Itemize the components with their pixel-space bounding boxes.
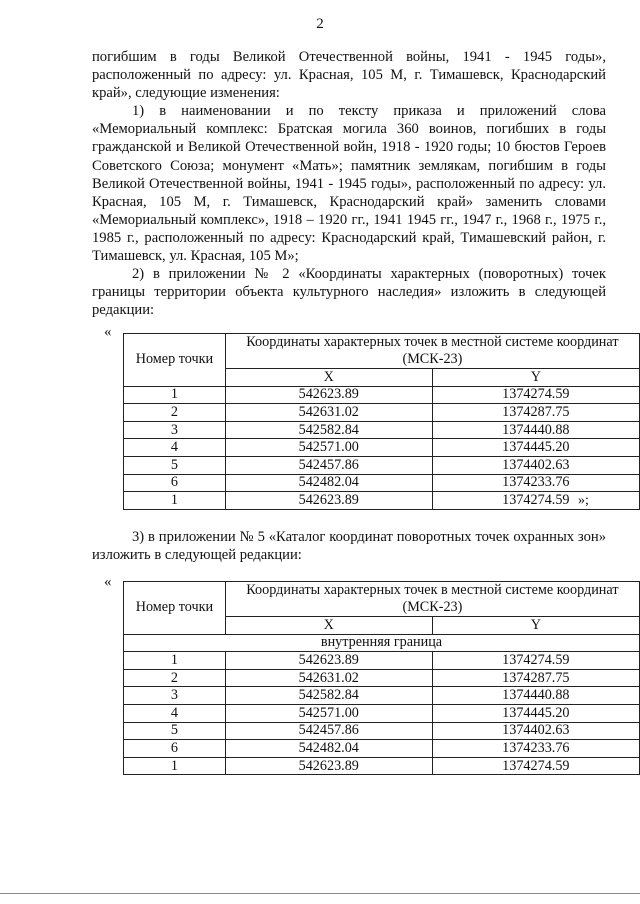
cell-point-number: 5	[124, 456, 226, 474]
page-number: 2	[316, 16, 324, 32]
header-coordinates: Координаты характерных точек в местной системе координат (МСК-23)	[225, 334, 639, 369]
header-x: X	[225, 369, 432, 387]
paragraph-item-2: 2) в приложении № 2 «Координаты характерных (поворотных) точек границы территории объекта культурного наследия» изложить в следующей редакции:	[92, 266, 606, 319]
table-row	[124, 740, 640, 758]
cell-y: 1374274.59	[432, 492, 639, 510]
header-point-number: Номер точки	[124, 334, 226, 387]
cell-y: 1374287.75	[432, 404, 639, 422]
close-quote-1: »;	[578, 493, 589, 508]
cell-point-number: 1	[124, 757, 226, 775]
cell-x: 542482.04	[225, 474, 432, 492]
cell-x: 542623.89	[225, 757, 432, 775]
paragraph-item-3-block	[92, 528, 606, 564]
cell-x: 542457.86	[225, 722, 432, 740]
header-y: Y	[432, 369, 639, 387]
cell-point-number: 3	[124, 421, 226, 439]
coordinates-table-1	[123, 333, 640, 510]
paragraph-item-1: 1) в наименовании и по тексту приказа и приложений слова «Мемориальный комплекс: Братская могила 360 воинов, погибших в годы гражданской и Великой Отечественной войн, 1918 - 1920 годы; 10 бюстов Героев Советского Союза; монумент «Мать»; памятник землякам, погибшим в годы Великой Отечественной войны, 1941 - 1945 годы», расположенный по адресу: ул. Красная, 105 М, г. Тимашевск, Краснодарский край» заменить словами «Мемориальный комплекс», 1918 – 1920 гг., 1941 1945 гг., 1947 г., 1968 г., 1975 г., 1985 г., расположенный по адресу: Краснодарский край, Тимашевский район, г. Тимашевск, ул. Красная, 105 М»;	[92, 103, 606, 265]
table-row	[124, 474, 640, 492]
cell-x: 542571.00	[225, 704, 432, 722]
cell-x: 542582.84	[225, 687, 432, 705]
table-row	[124, 456, 640, 474]
cell-point-number: 1	[124, 386, 226, 404]
cell-point-number: 2	[124, 404, 226, 422]
cell-point-number: 2	[124, 669, 226, 687]
open-quote-2: «	[104, 574, 112, 590]
table-header-row	[124, 334, 640, 369]
table-row	[124, 757, 640, 775]
cell-x: 542482.04	[225, 740, 432, 758]
table-row	[124, 704, 640, 722]
table-row	[124, 687, 640, 705]
table-section-row	[124, 634, 640, 652]
cell-point-number: 3	[124, 687, 226, 705]
cell-point-number: 5	[124, 722, 226, 740]
cell-x: 542623.89	[225, 652, 432, 670]
header-x: X	[225, 617, 432, 635]
table-row	[124, 421, 640, 439]
cell-point-number: 1	[124, 652, 226, 670]
cell-y: 1374274.59	[432, 757, 639, 775]
cell-point-number: 1	[124, 492, 226, 510]
paragraph-intro: погибшим в годы Великой Отечественной войны, 1941 - 1945 годы», расположенный по адресу: ул. Красная, 105 М, г. Тимашевск, Краснодарский край», следующие изменения:	[92, 49, 606, 102]
table-row	[124, 669, 640, 687]
table-row	[124, 722, 640, 740]
cell-y: 1374233.76	[432, 740, 639, 758]
table-row	[124, 386, 640, 404]
cell-x: 542457.86	[225, 456, 432, 474]
cell-y: 1374445.20	[432, 704, 639, 722]
table-row	[124, 492, 640, 510]
table-row	[124, 652, 640, 670]
header-point-number: Номер точки	[124, 582, 226, 635]
coordinates-table-2	[123, 581, 640, 775]
table-header-row	[124, 582, 640, 617]
cell-y: 1374402.63	[432, 722, 639, 740]
header-y: Y	[432, 617, 639, 635]
cell-y: 1374402.63	[432, 456, 639, 474]
cell-x: 542582.84	[225, 421, 432, 439]
cell-y: 1374274.59	[432, 652, 639, 670]
cell-y: 1374440.88	[432, 421, 639, 439]
cell-y: 1374233.76	[432, 474, 639, 492]
cell-x: 542571.00	[225, 439, 432, 457]
header-coordinates: Координаты характерных точек в местной системе координат (МСК-23)	[225, 582, 639, 617]
scan-bottom-edge	[0, 893, 640, 894]
cell-point-number: 6	[124, 740, 226, 758]
cell-y: 1374274.59	[432, 386, 639, 404]
table-row	[124, 439, 640, 457]
table-row	[124, 404, 640, 422]
open-quote-1: «	[104, 324, 112, 340]
cell-point-number: 6	[124, 474, 226, 492]
body-text	[92, 48, 606, 319]
cell-x: 542623.89	[225, 386, 432, 404]
cell-x: 542623.89	[225, 492, 432, 510]
cell-point-number: 4	[124, 704, 226, 722]
section-label-inner-boundary: внутренняя граница	[124, 634, 640, 652]
cell-point-number: 4	[124, 439, 226, 457]
cell-y: 1374445.20	[432, 439, 639, 457]
cell-x: 542631.02	[225, 669, 432, 687]
paragraph-item-3: 3) в приложении № 5 «Каталог координат поворотных точек охранных зон» изложить в следующей редакции:	[92, 529, 606, 564]
cell-x: 542631.02	[225, 404, 432, 422]
cell-y: 1374440.88	[432, 687, 639, 705]
cell-y: 1374287.75	[432, 669, 639, 687]
